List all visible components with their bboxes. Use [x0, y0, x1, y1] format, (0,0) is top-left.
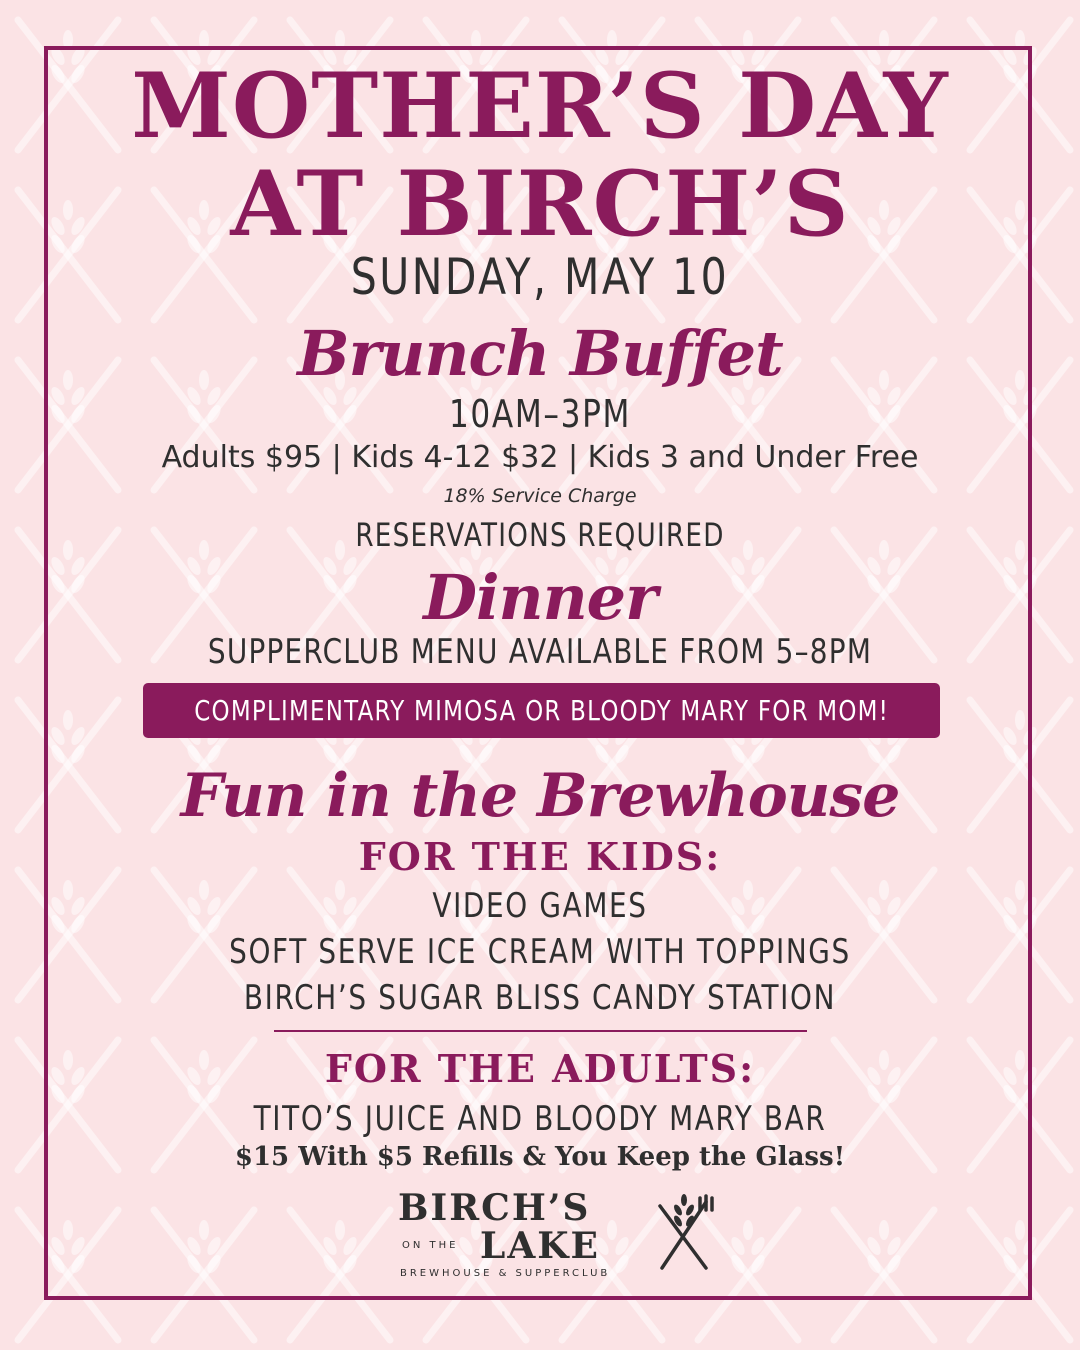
- section-divider: [274, 1030, 807, 1032]
- title-line-1: MOTHER’S DAY: [131, 53, 949, 159]
- adults-heading: FOR THE ADULTS:: [324, 1046, 756, 1091]
- kids-item-video-games: VIDEO GAMES: [432, 886, 648, 926]
- brunch-time: 10AM–3PM: [448, 392, 632, 436]
- banner-text: COMPLIMENTARY MIMOSA OR BLOODY MARY FOR MOM!: [194, 694, 889, 727]
- reservations-notice: RESERVATIONS REQUIRED: [355, 516, 725, 554]
- dinner-heading: Dinner: [423, 561, 657, 634]
- complimentary-drink-banner: [143, 683, 940, 738]
- kids-heading: FOR THE KIDS:: [358, 834, 722, 879]
- kids-item-candy-station: BIRCH’S SUGAR BLISS CANDY STATION: [243, 978, 837, 1018]
- adults-item-bar: TITO’S JUICE AND BLOODY MARY BAR: [253, 1099, 827, 1139]
- logo-tagline: BREWHOUSE & SUPPERCLUB: [400, 1268, 611, 1279]
- brewhouse-heading: Fun in the Brewhouse: [180, 761, 900, 831]
- event-date: SUNDAY, MAY 10: [350, 248, 730, 306]
- brunch-heading: Brunch Buffet: [297, 317, 783, 390]
- kids-item-ice-cream: SOFT SERVE ICE CREAM WITH TOPPINGS: [229, 932, 851, 972]
- logo-on-the: ON THE: [402, 1240, 459, 1251]
- title-line-2: AT BIRCH’S: [230, 151, 850, 257]
- adults-price: $15 With $5 Refills & You Keep the Glass!: [234, 1142, 846, 1172]
- logo-name-bottom: LAKE: [480, 1225, 600, 1267]
- birchs-logo: [398, 1188, 718, 1284]
- wheat-fork-knife-icon: [654, 1192, 714, 1272]
- service-charge-note: 18% Service Charge: [443, 485, 637, 507]
- logo-name-top: BIRCH’S: [398, 1187, 591, 1229]
- brunch-pricing: Adults $95 | Kids 4-12 $32 | Kids 3 and Under Free: [161, 440, 919, 475]
- dinner-details: SUPPERCLUB MENU AVAILABLE FROM 5–8PM: [207, 632, 873, 672]
